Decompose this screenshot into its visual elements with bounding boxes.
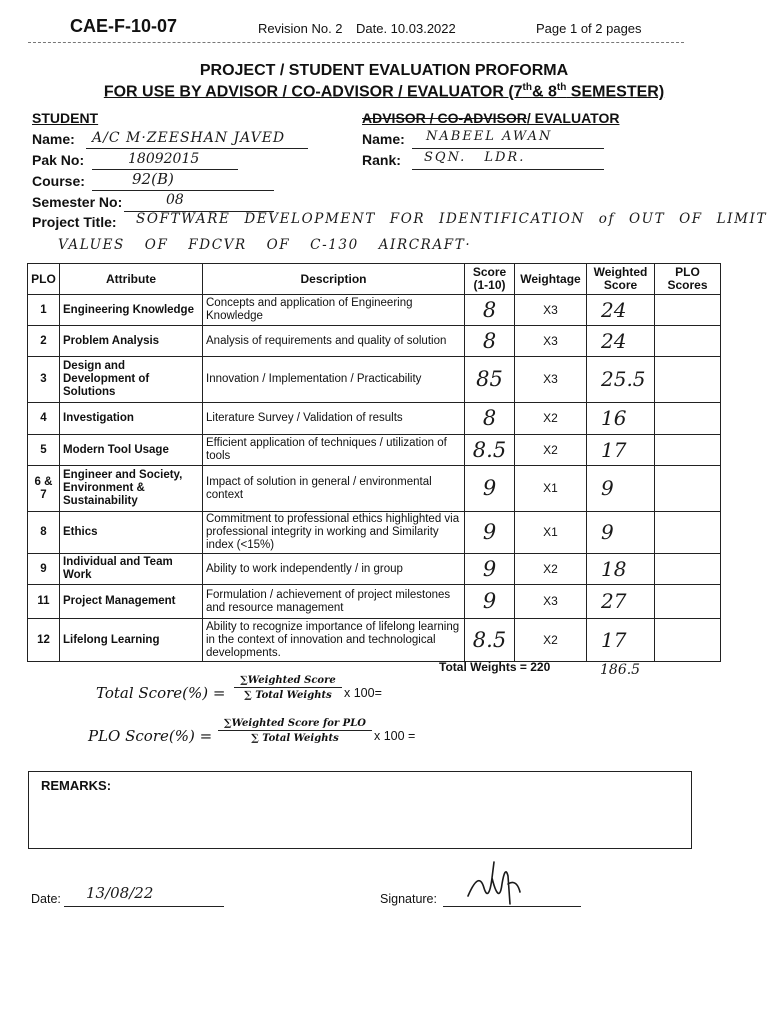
revision-number: Revision No. 2 xyxy=(258,21,343,36)
student-name-value[interactable]: A/C M·ZEESHAN JAVED xyxy=(92,130,286,146)
total-score-numerator: ∑Weighted Score xyxy=(234,675,342,688)
plo-number: 6 & 7 xyxy=(28,466,60,512)
table-row xyxy=(28,585,721,619)
header-weighted-score: Weighted Score xyxy=(587,264,655,295)
header-weightage: Weightage xyxy=(515,264,587,295)
attribute-cell: Lifelong Learning xyxy=(60,619,203,662)
student-heading: STUDENT xyxy=(32,110,99,126)
semester-value[interactable]: 08 xyxy=(166,192,184,208)
remarks-label: REMARKS: xyxy=(41,778,112,793)
attribute-cell: Problem Analysis xyxy=(60,326,203,357)
remarks-box[interactable] xyxy=(28,771,692,849)
plo-score-cell[interactable] xyxy=(655,554,721,585)
plo-score-cell[interactable] xyxy=(655,357,721,403)
course-label: Course: xyxy=(32,173,85,189)
description-cell: Commitment to professional ethics highlighted via professional integrity in working and Similarity index (<15%) xyxy=(203,512,465,554)
pak-no-value[interactable]: 18092015 xyxy=(128,151,200,167)
weightage-cell: X2 xyxy=(515,554,587,585)
plo-number: 2 xyxy=(28,326,60,357)
header-attribute: Attribute xyxy=(60,264,203,295)
form-code: CAE-F-10-07 xyxy=(70,16,178,36)
signature-label: Signature: xyxy=(380,892,437,906)
weighted-score-cell[interactable]: 24 xyxy=(587,295,655,326)
score-cell[interactable]: 8.5 xyxy=(465,619,515,662)
weighted-score-cell[interactable]: 25.5 xyxy=(587,357,655,403)
date-line xyxy=(64,906,224,907)
header-divider xyxy=(28,42,684,43)
plo-score-formula-lhs: PLO Score(%) = xyxy=(88,727,213,745)
score-cell[interactable]: 8 xyxy=(465,326,515,357)
score-cell[interactable]: 8.5 xyxy=(465,435,515,466)
table-row xyxy=(28,554,721,585)
plo-number: 3 xyxy=(28,357,60,403)
plo-number: 1 xyxy=(28,295,60,326)
weighted-score-cell[interactable]: 9 xyxy=(587,466,655,512)
plo-number: 9 xyxy=(28,554,60,585)
plo-number: 12 xyxy=(28,619,60,662)
weightage-cell: X1 xyxy=(515,512,587,554)
weightage-cell: X2 xyxy=(515,619,587,662)
table-row xyxy=(28,326,721,357)
rank-line xyxy=(412,169,604,170)
plo-score-cell[interactable] xyxy=(655,326,721,357)
table-row xyxy=(28,295,721,326)
header-plo: PLO xyxy=(28,264,60,295)
score-cell[interactable]: 9 xyxy=(465,466,515,512)
plo-number: 4 xyxy=(28,403,60,435)
plo-score-fraction xyxy=(218,718,372,744)
date-value[interactable]: 13/08/22 xyxy=(86,884,154,902)
description-cell: Literature Survey / Validation of results xyxy=(203,403,465,435)
description-cell: Impact of solution in general / environmental context xyxy=(203,466,465,512)
description-cell: Ability to recognize importance of lifelong learning in the context of innovation and technological developments. xyxy=(203,619,465,662)
weighted-score-cell[interactable]: 9 xyxy=(587,512,655,554)
page-count: Page 1 of 2 pages xyxy=(536,21,642,36)
header-description: Description xyxy=(203,264,465,295)
table-header-row xyxy=(28,264,721,295)
attribute-cell: Individual and Team Work xyxy=(60,554,203,585)
plo-score-denominator: ∑ Total Weights xyxy=(251,733,339,744)
weighted-score-cell[interactable]: 16 xyxy=(587,403,655,435)
attribute-cell: Engineering Knowledge xyxy=(60,295,203,326)
weightage-cell: X3 xyxy=(515,295,587,326)
table-row xyxy=(28,435,721,466)
score-cell[interactable]: 9 xyxy=(465,554,515,585)
description-cell: Ability to work independently / in group xyxy=(203,554,465,585)
weighted-score-cell[interactable]: 17 xyxy=(587,619,655,662)
course-line xyxy=(92,190,274,191)
weightage-cell: X1 xyxy=(515,466,587,512)
evaluator-heading: ADVISOR / CO-ADVISOR/ EVALUATOR xyxy=(362,110,620,126)
weightage-cell: X3 xyxy=(515,585,587,619)
evaluator-name-label: Name: xyxy=(362,131,405,147)
total-weighted-handwritten[interactable]: 186.5 xyxy=(600,662,641,678)
description-cell: Analysis of requirements and quality of solution xyxy=(203,326,465,357)
weightage-cell: X2 xyxy=(515,435,587,466)
project-title-line2[interactable]: VALUES OF FDCVR OF C-130 AIRCRAFT· xyxy=(58,237,472,253)
course-value[interactable]: 92(B) xyxy=(132,170,174,188)
handwritten-signature xyxy=(462,854,532,914)
pak-no-label: Pak No: xyxy=(32,152,85,168)
score-cell[interactable]: 9 xyxy=(465,512,515,554)
form-title: PROJECT / STUDENT EVALUATION PROFORMA xyxy=(199,62,569,79)
score-cell[interactable]: 8 xyxy=(465,295,515,326)
project-title-line1[interactable]: SOFTWARE DEVELOPMENT FOR IDENTIFICATION of OUT OF LIMIT xyxy=(136,211,768,227)
total-score-formula-lhs: Total Score(%) = xyxy=(96,684,226,702)
weightage-cell: X2 xyxy=(515,403,587,435)
score-cell[interactable]: 85 xyxy=(465,357,515,403)
evaluator-name-value[interactable]: NABEEL AWAN xyxy=(426,129,553,144)
score-cell[interactable]: 9 xyxy=(465,585,515,619)
form-subtitle: FOR USE BY ADVISOR / CO-ADVISOR / EVALUATOR (7th& 8th SEMESTER) xyxy=(103,82,665,101)
revision-date: Date. 10.03.2022 xyxy=(356,21,456,36)
weighted-score-cell[interactable]: 27 xyxy=(587,585,655,619)
table-row xyxy=(28,466,721,512)
plo-score-numerator: ∑Weighted Score for PLO xyxy=(218,718,372,731)
weighted-score-cell[interactable]: 17 xyxy=(587,435,655,466)
table-row xyxy=(28,403,721,435)
evaluation-table xyxy=(27,263,721,662)
header-score: Score (1-10) xyxy=(465,264,515,295)
total-score-fraction xyxy=(234,675,342,701)
description-cell: Efficient application of techniques / utilization of tools xyxy=(203,435,465,466)
total-score-denominator: ∑ Total Weights xyxy=(244,690,332,701)
weighted-score-cell[interactable]: 24 xyxy=(587,326,655,357)
plo-number: 11 xyxy=(28,585,60,619)
date-label: Date: xyxy=(31,892,61,906)
attribute-cell: Investigation xyxy=(60,403,203,435)
weightage-cell: X3 xyxy=(515,326,587,357)
attribute-cell: Ethics xyxy=(60,512,203,554)
plo-score-cell[interactable] xyxy=(655,435,721,466)
description-cell: Formulation / achievement of project milestones and resource management xyxy=(203,585,465,619)
table-row xyxy=(28,512,721,554)
plo-score-cell[interactable] xyxy=(655,403,721,435)
table-row xyxy=(28,357,721,403)
weightage-cell: X3 xyxy=(515,357,587,403)
plo-score-cell[interactable] xyxy=(655,295,721,326)
rank-label: Rank: xyxy=(362,152,401,168)
student-name-label: Name: xyxy=(32,131,75,147)
description-cell: Concepts and application of Engineering Knowledge xyxy=(203,295,465,326)
description-cell: Innovation / Implementation / Practicability xyxy=(203,357,465,403)
attribute-cell: Engineer and Society, Environment & Sustainability xyxy=(60,466,203,512)
attribute-cell: Design and Development of Solutions xyxy=(60,357,203,403)
weighted-score-cell[interactable]: 18 xyxy=(587,554,655,585)
header-plo-scores: PLO Scores xyxy=(655,264,721,295)
plo-score-cell[interactable] xyxy=(655,585,721,619)
attribute-cell: Project Management xyxy=(60,585,203,619)
total-weights: Total Weights = 220 xyxy=(439,660,551,674)
plo-number: 5 xyxy=(28,435,60,466)
plo-score-cell[interactable] xyxy=(655,512,721,554)
total-score-formula-rhs: x 100= xyxy=(344,686,382,700)
evaluator-name-line xyxy=(412,148,604,149)
semester-label: Semester No: xyxy=(32,194,123,210)
plo-score-cell[interactable] xyxy=(655,619,721,662)
table-row xyxy=(28,619,721,662)
plo-number: 8 xyxy=(28,512,60,554)
score-cell[interactable]: 8 xyxy=(465,403,515,435)
plo-score-formula-rhs: x 100 = xyxy=(374,729,416,743)
attribute-cell: Modern Tool Usage xyxy=(60,435,203,466)
student-name-line xyxy=(86,148,308,149)
project-title-label: Project Title: xyxy=(32,214,117,230)
rank-value[interactable]: SQN. LDR. xyxy=(424,150,526,165)
plo-score-cell[interactable] xyxy=(655,466,721,512)
